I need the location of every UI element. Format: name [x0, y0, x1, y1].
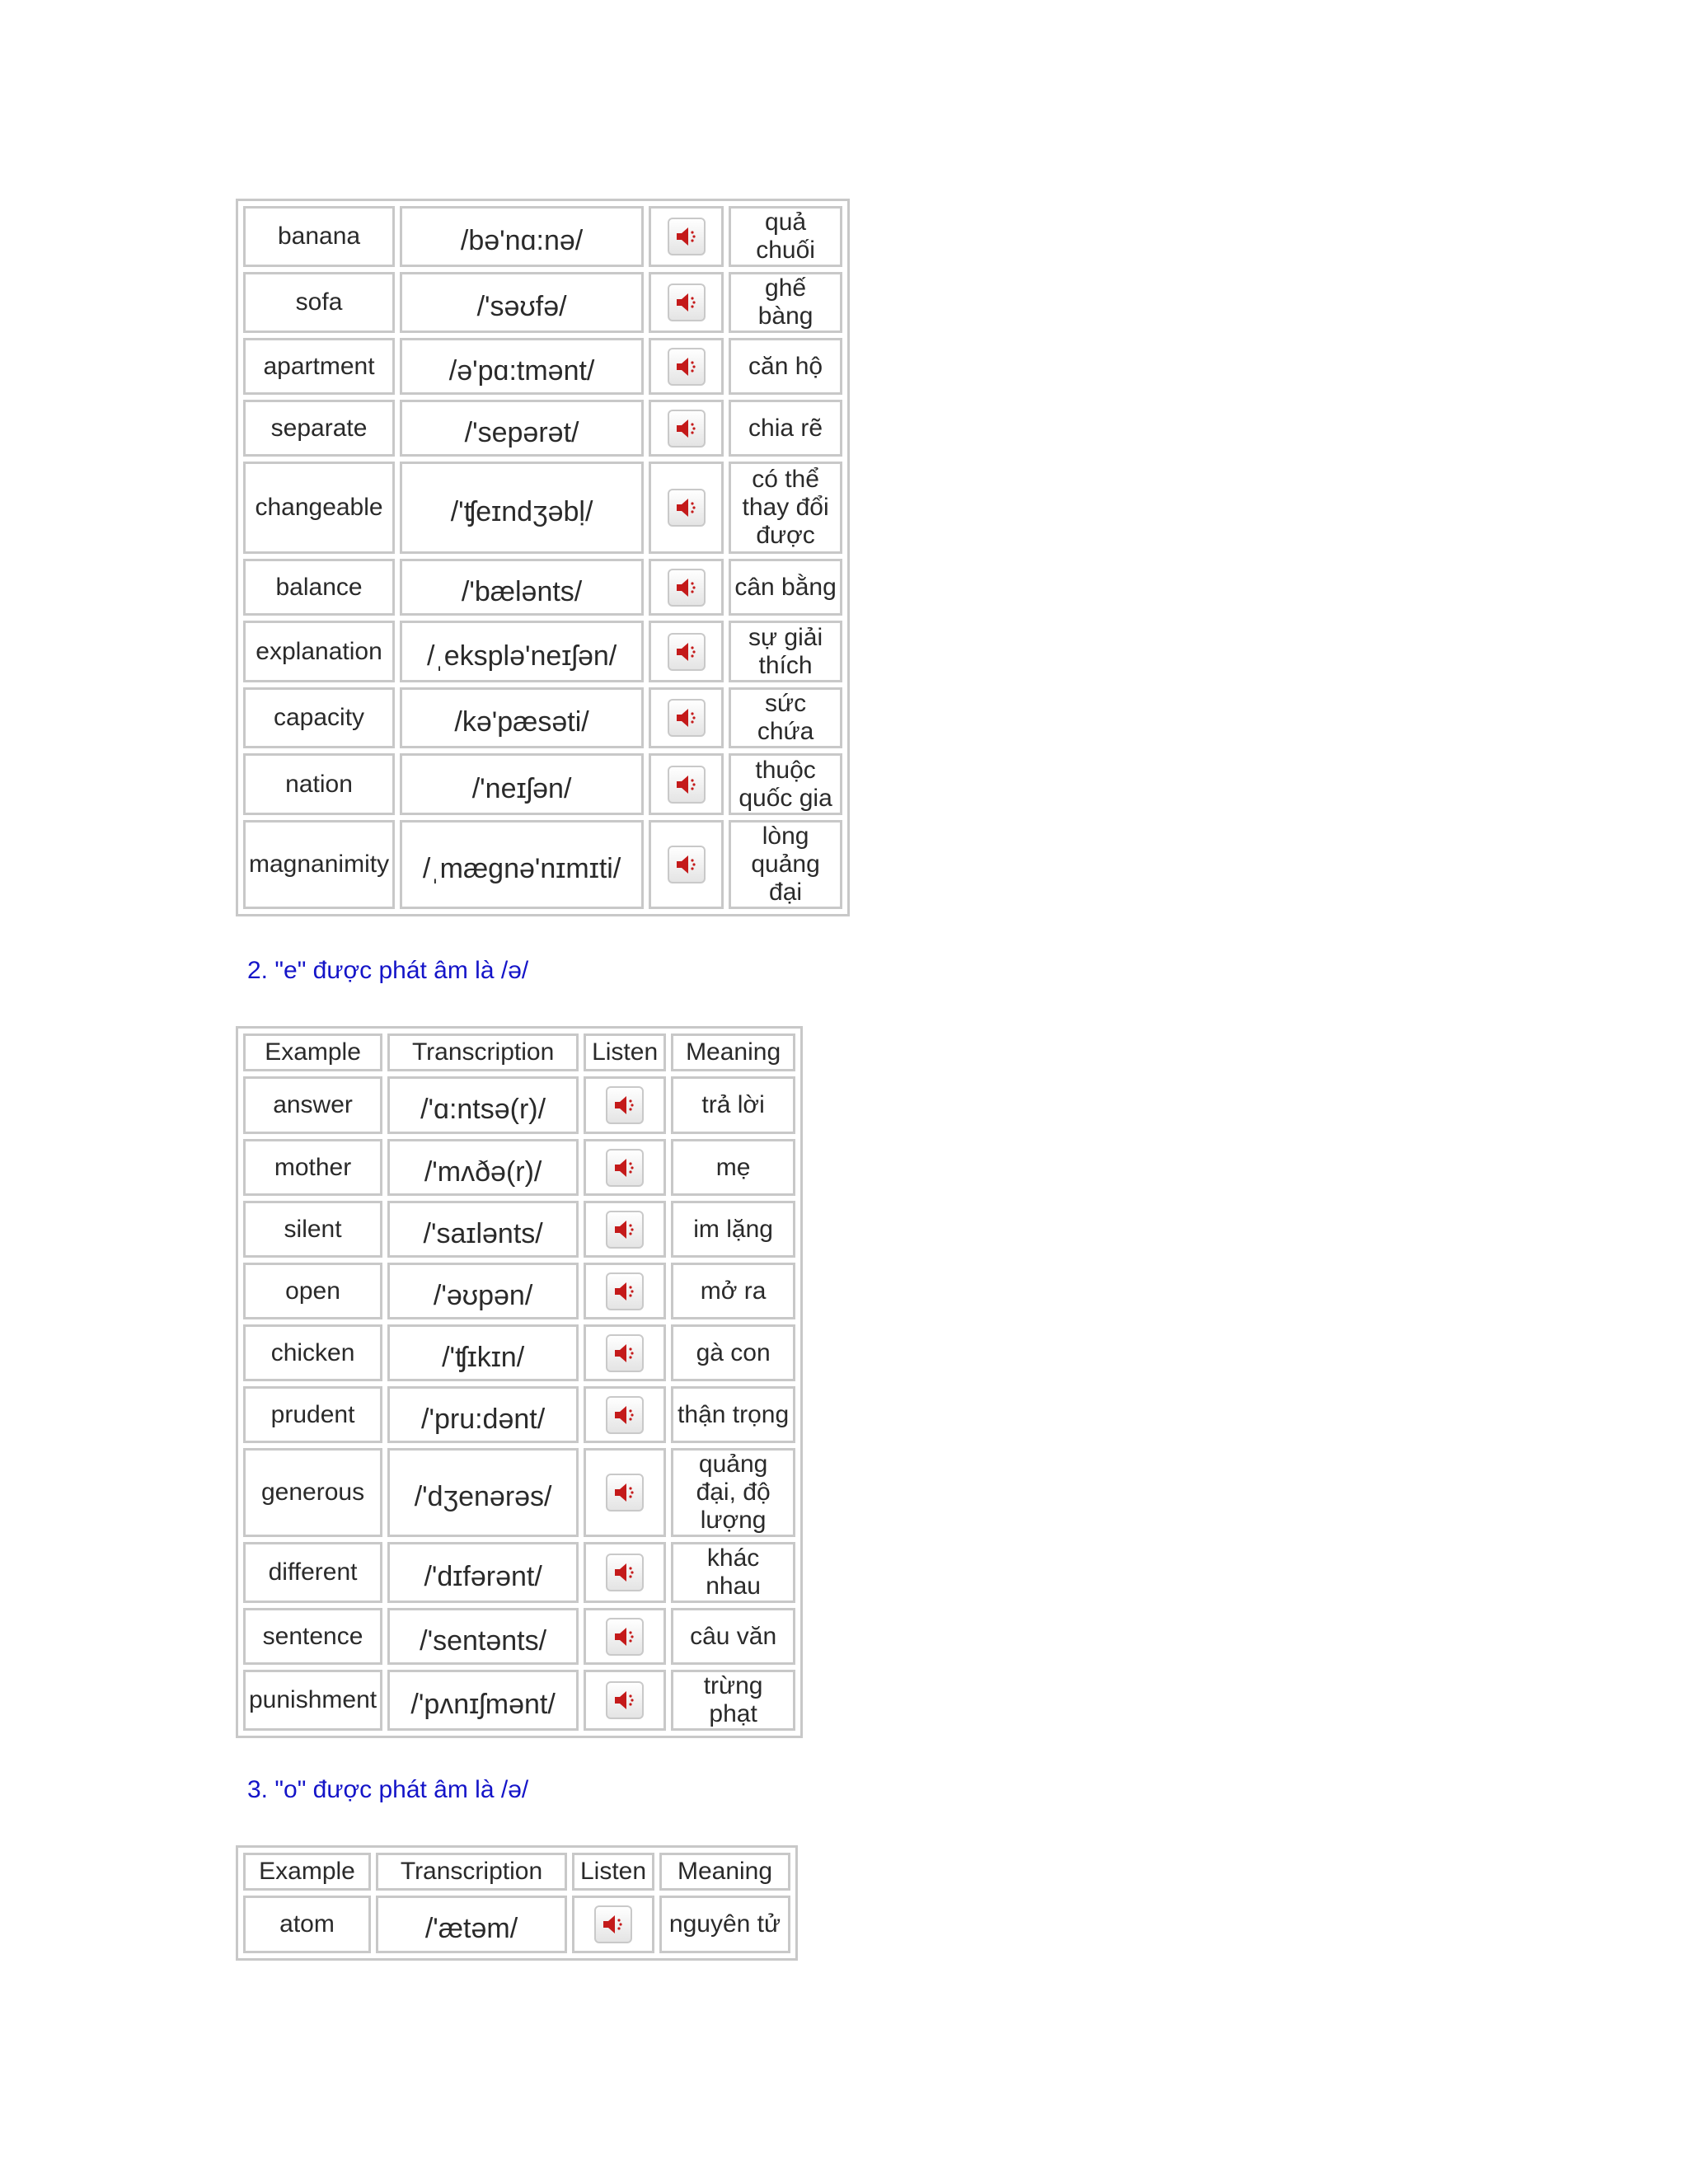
table-row	[243, 1201, 795, 1258]
listen-cell	[649, 753, 724, 815]
listen-cell	[649, 820, 724, 909]
header-transcription: Transcription	[387, 1033, 579, 1071]
transcription-cell: /ə'pɑ:tmənt/	[400, 338, 644, 395]
meaning-cell: chia rẽ	[729, 400, 842, 457]
word-cell: magnanimity	[243, 820, 395, 909]
speaker-icon[interactable]	[668, 410, 706, 448]
meaning-cell: ghế bàng	[729, 272, 842, 333]
speaker-icon[interactable]	[668, 284, 706, 321]
listen-cell	[584, 1324, 666, 1381]
table-row	[243, 1448, 795, 1537]
speaker-icon[interactable]	[606, 1272, 644, 1310]
header-meaning: Meaning	[671, 1033, 795, 1071]
word-cell: open	[243, 1263, 382, 1319]
meaning-cell: trả lời	[671, 1076, 795, 1134]
table-row	[243, 1263, 795, 1319]
vocab-table-1	[236, 199, 850, 916]
speaker-icon[interactable]	[668, 846, 706, 883]
table-row	[243, 559, 842, 616]
transcription-cell: /'sentənts/	[387, 1608, 579, 1665]
listen-cell	[584, 1076, 666, 1134]
meaning-cell: khác nhau	[671, 1542, 795, 1603]
meaning-cell: sức chứa	[729, 687, 842, 748]
table-row	[243, 1670, 795, 1731]
transcription-cell: /'dɪfərənt/	[387, 1542, 579, 1603]
table-row	[243, 687, 842, 748]
transcription-cell: /kə'pæsəti/	[400, 687, 644, 748]
word-cell: balance	[243, 559, 395, 616]
meaning-cell: mở ra	[671, 1263, 795, 1319]
meaning-cell: trừng phạt	[671, 1670, 795, 1731]
transcription-cell: /bə'nɑ:nə/	[400, 206, 644, 267]
speaker-icon[interactable]	[606, 1554, 644, 1591]
listen-cell	[584, 1608, 666, 1665]
listen-cell	[649, 206, 724, 267]
meaning-cell: căn hộ	[729, 338, 842, 395]
table-row	[243, 400, 842, 457]
transcription-cell: /'neɪʃən/	[400, 753, 644, 815]
word-cell: atom	[243, 1896, 371, 1953]
word-cell: explanation	[243, 621, 395, 682]
listen-cell	[649, 338, 724, 395]
speaker-icon[interactable]	[606, 1396, 644, 1434]
transcription-cell: /'bælənts/	[400, 559, 644, 616]
speaker-icon[interactable]	[606, 1086, 644, 1124]
speaker-icon[interactable]	[606, 1211, 644, 1249]
word-cell: capacity	[243, 687, 395, 748]
speaker-icon[interactable]	[606, 1474, 644, 1511]
word-cell: nation	[243, 753, 395, 815]
table-row	[243, 206, 842, 267]
header-listen: Listen	[584, 1033, 666, 1071]
listen-cell	[649, 272, 724, 333]
table-row	[243, 338, 842, 395]
word-cell: prudent	[243, 1386, 382, 1443]
word-cell: chicken	[243, 1324, 382, 1381]
meaning-cell: câu văn	[671, 1608, 795, 1665]
header-row	[243, 1853, 790, 1891]
listen-cell	[584, 1263, 666, 1319]
meaning-cell: quả chuối	[729, 206, 842, 267]
transcription-cell: /'ʧɪkɪn/	[387, 1324, 579, 1381]
table-row	[243, 1542, 795, 1603]
section-heading: 3. "o" được phát âm là /ə/	[247, 1776, 529, 1803]
word-cell: sofa	[243, 272, 395, 333]
speaker-icon[interactable]	[606, 1149, 644, 1187]
speaker-icon[interactable]	[668, 766, 706, 804]
speaker-icon[interactable]	[606, 1618, 644, 1656]
listen-cell	[584, 1670, 666, 1731]
meaning-cell: có thể thay đổi được	[729, 462, 842, 554]
section-heading: 2. "e" được phát âm là /ə/	[247, 957, 529, 984]
speaker-icon[interactable]	[668, 218, 706, 255]
meaning-cell: mẹ	[671, 1139, 795, 1196]
listen-cell	[649, 400, 724, 457]
speaker-icon[interactable]	[606, 1334, 644, 1372]
table-row	[243, 1608, 795, 1665]
meaning-cell: im lặng	[671, 1201, 795, 1258]
meaning-cell: gà con	[671, 1324, 795, 1381]
meaning-cell: quảng đại, độ lượng	[671, 1448, 795, 1537]
speaker-icon[interactable]	[668, 348, 706, 386]
listen-cell	[584, 1139, 666, 1196]
word-cell: answer	[243, 1076, 382, 1134]
table-row	[243, 820, 842, 909]
transcription-cell: /'əʊpən/	[387, 1263, 579, 1319]
speaker-icon[interactable]	[668, 569, 706, 607]
header-example: Example	[243, 1033, 382, 1071]
transcription-cell: /'dʒenərəs/	[387, 1448, 579, 1537]
transcription-cell: /'pʌnɪʃmənt/	[387, 1670, 579, 1731]
listen-cell	[584, 1386, 666, 1443]
transcription-cell: /'ʧeɪndʒəbḷ/	[400, 462, 644, 554]
table-row	[243, 462, 842, 554]
word-cell: punishment	[243, 1670, 382, 1731]
table-row	[243, 753, 842, 815]
word-cell: sentence	[243, 1608, 382, 1665]
word-cell: silent	[243, 1201, 382, 1258]
vocab-table-3	[236, 1845, 798, 1961]
listen-cell	[649, 621, 724, 682]
listen-cell	[649, 462, 724, 554]
transcription-cell: /'səʊfə/	[400, 272, 644, 333]
table-row	[243, 621, 842, 682]
meaning-cell: nguyên tử	[659, 1896, 790, 1953]
header-row	[243, 1033, 795, 1071]
header-listen: Listen	[572, 1853, 654, 1891]
listen-cell	[584, 1448, 666, 1537]
meaning-cell: thuộc quốc gia	[729, 753, 842, 815]
transcription-cell: /'sepərət/	[400, 400, 644, 457]
table-row	[243, 272, 842, 333]
header-example: Example	[243, 1853, 371, 1891]
transcription-cell: /'mʌðə(r)/	[387, 1139, 579, 1196]
transcription-cell: /'pru:dənt/	[387, 1386, 579, 1443]
transcription-cell: /'ɑ:ntsə(r)/	[387, 1076, 579, 1134]
meaning-cell: lòng quảng đại	[729, 820, 842, 909]
header-transcription: Transcription	[376, 1853, 567, 1891]
table-row	[243, 1076, 795, 1134]
meaning-cell: sự giải thích	[729, 621, 842, 682]
meaning-cell: cân bằng	[729, 559, 842, 616]
speaker-icon[interactable]	[594, 1905, 632, 1943]
vocab-table-2	[236, 1026, 803, 1738]
meaning-cell: thận trọng	[671, 1386, 795, 1443]
header-meaning: Meaning	[659, 1853, 790, 1891]
table-row	[243, 1324, 795, 1381]
speaker-icon[interactable]	[668, 699, 706, 737]
word-cell: mother	[243, 1139, 382, 1196]
word-cell: separate	[243, 400, 395, 457]
transcription-cell: /ˌeksplə'neɪʃən/	[400, 621, 644, 682]
listen-cell	[649, 559, 724, 616]
word-cell: changeable	[243, 462, 395, 554]
table-row	[243, 1896, 790, 1953]
word-cell: generous	[243, 1448, 382, 1537]
word-cell: different	[243, 1542, 382, 1603]
listen-cell	[584, 1542, 666, 1603]
transcription-cell: /ˌmægnə'nɪmɪti/	[400, 820, 644, 909]
transcription-cell: /'ætəm/	[376, 1896, 567, 1953]
listen-cell	[572, 1896, 654, 1953]
word-cell: banana	[243, 206, 395, 267]
table-row	[243, 1386, 795, 1443]
speaker-icon[interactable]	[668, 489, 706, 527]
word-cell: apartment	[243, 338, 395, 395]
transcription-cell: /'saɪlənts/	[387, 1201, 579, 1258]
table-row	[243, 1139, 795, 1196]
speaker-icon[interactable]	[668, 633, 706, 671]
listen-cell	[584, 1201, 666, 1258]
speaker-icon[interactable]	[606, 1681, 644, 1719]
listen-cell	[649, 687, 724, 748]
